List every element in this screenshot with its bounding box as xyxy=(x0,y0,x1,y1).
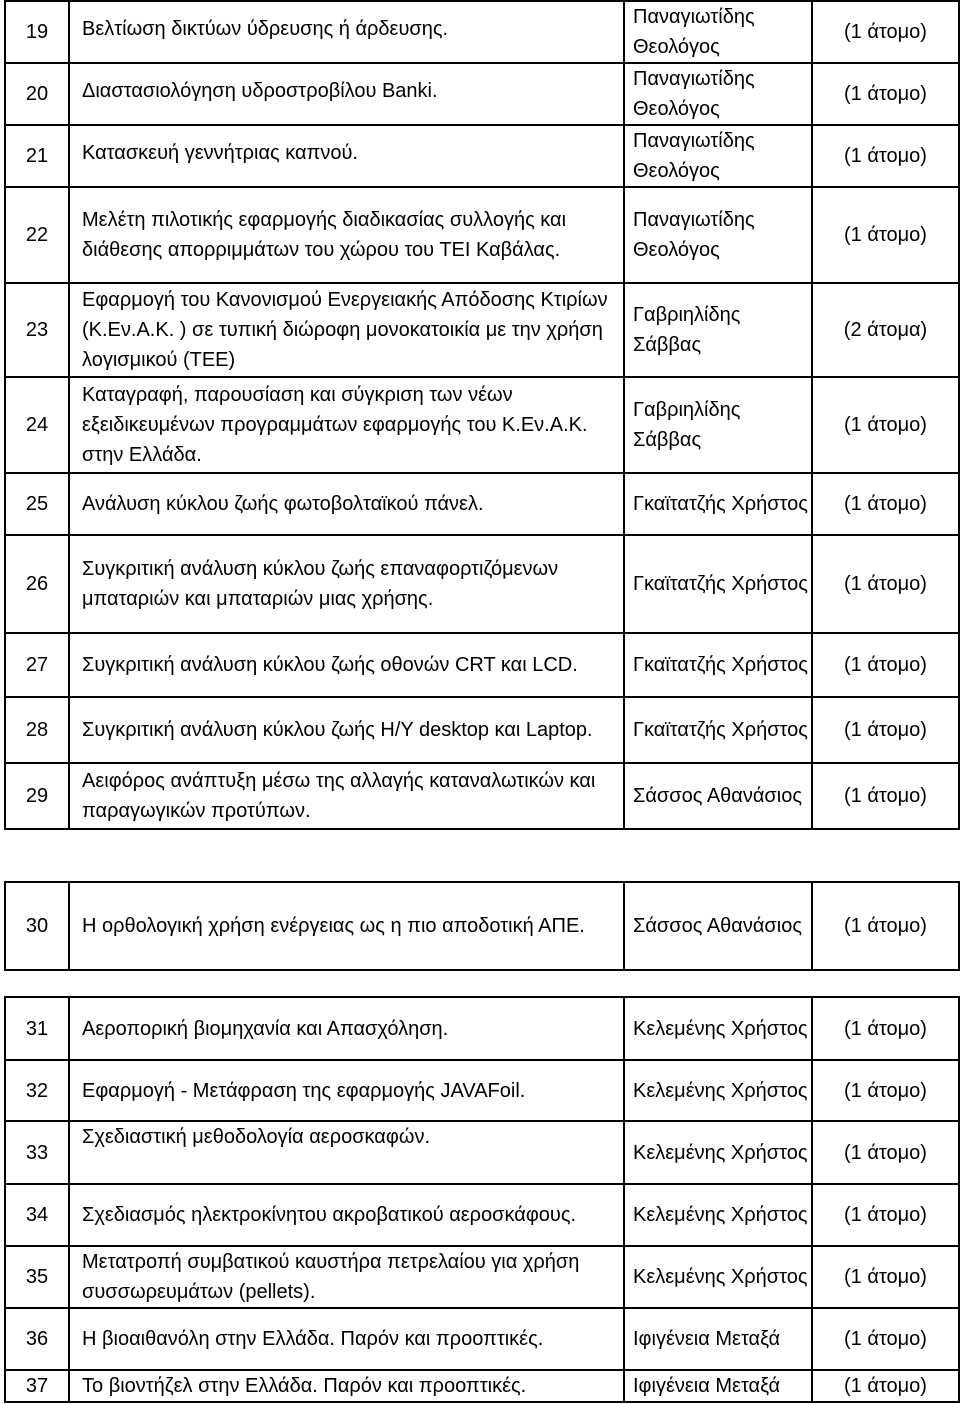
table-row xyxy=(5,125,959,187)
supervisor-name: Γκαϊτατζής Χρήστος xyxy=(624,633,812,697)
student-count: (1 άτομο) xyxy=(812,473,959,535)
student-count: (1 άτομο) xyxy=(812,1060,959,1121)
supervisor-name: Ιφιγένεια Μεταξά xyxy=(624,1370,812,1402)
student-count: (1 άτομο) xyxy=(812,1308,959,1370)
table-row xyxy=(5,1184,959,1246)
student-count: (1 άτομο) xyxy=(812,63,959,125)
student-count: (1 άτομο) xyxy=(812,1370,959,1402)
table-row xyxy=(5,1246,959,1308)
table-row xyxy=(5,187,959,283)
supervisor-name: Ιφιγένεια Μεταξά xyxy=(624,1308,812,1370)
row-number: 30 xyxy=(5,882,69,970)
table-row xyxy=(5,473,959,535)
student-count: (1 άτομο) xyxy=(812,1121,959,1184)
row-number: 33 xyxy=(5,1121,69,1184)
thesis-title: Το βιοντήζελ στην Ελλάδα. Παρόν και προοπτικές. xyxy=(69,1370,624,1402)
thesis-title: Ανάλυση κύκλου ζωής φωτοβολταϊκού πάνελ. xyxy=(69,473,624,535)
row-number: 21 xyxy=(5,125,69,187)
table-row xyxy=(5,1060,959,1121)
table-row xyxy=(5,1,959,63)
row-number: 31 xyxy=(5,997,69,1060)
row-number: 32 xyxy=(5,1060,69,1121)
student-count: (2 άτομα) xyxy=(812,283,959,377)
thesis-table-1 xyxy=(4,0,960,830)
table-row xyxy=(5,377,959,473)
thesis-title: Καταγραφή, παρουσίαση και σύγκριση των νέων εξειδικευμένων προγραμμάτων εφαρμογής του Κ.Εν.Α.Κ. στην Ελλάδα. xyxy=(69,377,624,473)
thesis-title: Διαστασιολόγηση υδροστροβίλου Banki. xyxy=(69,63,624,125)
thesis-title: Η ορθολογική χρήση ενέργειας ως η πιο αποδοτική ΑΠΕ. xyxy=(69,882,624,970)
row-number: 20 xyxy=(5,63,69,125)
row-number: 37 xyxy=(5,1370,69,1402)
student-count: (1 άτομο) xyxy=(812,1184,959,1246)
supervisor-name: Παναγιωτίδης Θεολόγος xyxy=(624,125,812,187)
table-row xyxy=(5,535,959,633)
student-count: (1 άτομο) xyxy=(812,763,959,829)
student-count: (1 άτομο) xyxy=(812,535,959,633)
thesis-title: Αεροπορική βιομηχανία και Απασχόληση. xyxy=(69,997,624,1060)
table-row xyxy=(5,1121,959,1184)
thesis-title: Συγκριτική ανάλυση κύκλου ζωής οθονών CRT και LCD. xyxy=(69,633,624,697)
thesis-table-3 xyxy=(4,996,960,1403)
row-number: 24 xyxy=(5,377,69,473)
thesis-title: Αειφόρος ανάπτυξη μέσω της αλλαγής καταναλωτικών και παραγωγικών προτύπων. xyxy=(69,763,624,829)
student-count: (1 άτομο) xyxy=(812,1246,959,1308)
row-number: 29 xyxy=(5,763,69,829)
student-count: (1 άτομο) xyxy=(812,997,959,1060)
supervisor-name: Γαβριηλίδης Σάββας xyxy=(624,377,812,473)
thesis-title: Η βιοαιθανόλη στην Ελλάδα. Παρόν και προοπτικές. xyxy=(69,1308,624,1370)
student-count: (1 άτομο) xyxy=(812,697,959,763)
student-count: (1 άτομο) xyxy=(812,882,959,970)
supervisor-name: Γαβριηλίδης Σάββας xyxy=(624,283,812,377)
student-count: (1 άτομο) xyxy=(812,633,959,697)
supervisor-name: Γκαϊτατζής Χρήστος xyxy=(624,697,812,763)
row-number: 22 xyxy=(5,187,69,283)
student-count: (1 άτομο) xyxy=(812,187,959,283)
student-count: (1 άτομο) xyxy=(812,1,959,63)
supervisor-name: Παναγιωτίδης Θεολόγος xyxy=(624,63,812,125)
row-number: 23 xyxy=(5,283,69,377)
thesis-title: Σχεδιαστική μεθοδολογία αεροσκαφών. xyxy=(69,1121,624,1184)
student-count: (1 άτομο) xyxy=(812,377,959,473)
table-row xyxy=(5,63,959,125)
supervisor-name: Κελεμένης Χρήστος xyxy=(624,1184,812,1246)
thesis-title: Συγκριτική ανάλυση κύκλου ζωής Η/Υ desktop και Laptop. xyxy=(69,697,624,763)
thesis-title: Μελέτη πιλοτικής εφαρμογής διαδικασίας συλλογής και διάθεσης απορριμμάτων του χώρου του ΤΕΙ Καβάλας. xyxy=(69,187,624,283)
student-count: (1 άτομο) xyxy=(812,125,959,187)
thesis-title: Σχεδιασμός ηλεκτροκίνητου ακροβατικού αεροσκάφους. xyxy=(69,1184,624,1246)
thesis-title: Εφαρμογή - Μετάφραση της εφαρμογής JAVAFoil. xyxy=(69,1060,624,1121)
row-number: 34 xyxy=(5,1184,69,1246)
row-number: 26 xyxy=(5,535,69,633)
thesis-title: Εφαρμογή του Κανονισμού Ενεργειακής Απόδοσης Κτιρίων (Κ.Εν.Α.Κ. ) σε τυπική διώροφη μονοκατοικία με την χρήση λογισμικού (ΤΕΕ) xyxy=(69,283,624,377)
thesis-title: Συγκριτική ανάλυση κύκλου ζωής επαναφορτιζόμενων μπαταριών και μπαταριών μιας χρήσης. xyxy=(69,535,624,633)
supervisor-name: Κελεμένης Χρήστος xyxy=(624,997,812,1060)
supervisor-name: Γκαϊτατζής Χρήστος xyxy=(624,535,812,633)
supervisor-name: Παναγιωτίδης Θεολόγος xyxy=(624,187,812,283)
thesis-table-2 xyxy=(4,881,960,971)
row-number: 35 xyxy=(5,1246,69,1308)
supervisor-name: Κελεμένης Χρήστος xyxy=(624,1246,812,1308)
row-number: 25 xyxy=(5,473,69,535)
row-number: 28 xyxy=(5,697,69,763)
supervisor-name: Κελεμένης Χρήστος xyxy=(624,1060,812,1121)
thesis-title: Κατασκευή γεννήτριας καπνού. xyxy=(69,125,624,187)
supervisor-name: Κελεμένης Χρήστος xyxy=(624,1121,812,1184)
supervisor-name: Σάσσος Αθανάσιος xyxy=(624,763,812,829)
thesis-title: Μετατροπή συμβατικού καυστήρα πετρελαίου για χρήση συσσωρευμάτων (pellets). xyxy=(69,1246,624,1308)
table-row xyxy=(5,763,959,829)
supervisor-name: Σάσσος Αθανάσιος xyxy=(624,882,812,970)
thesis-title: Βελτίωση δικτύων ύδρευσης ή άρδευσης. xyxy=(69,1,624,63)
row-number: 27 xyxy=(5,633,69,697)
table-row xyxy=(5,997,959,1060)
table-row xyxy=(5,1308,959,1370)
row-number: 36 xyxy=(5,1308,69,1370)
table-row xyxy=(5,697,959,763)
table-row xyxy=(5,1370,959,1402)
supervisor-name: Παναγιωτίδης Θεολόγος xyxy=(624,1,812,63)
table-row xyxy=(5,633,959,697)
table-row xyxy=(5,283,959,377)
row-number: 19 xyxy=(5,1,69,63)
table-row xyxy=(5,882,959,970)
supervisor-name: Γκαϊτατζής Χρήστος xyxy=(624,473,812,535)
